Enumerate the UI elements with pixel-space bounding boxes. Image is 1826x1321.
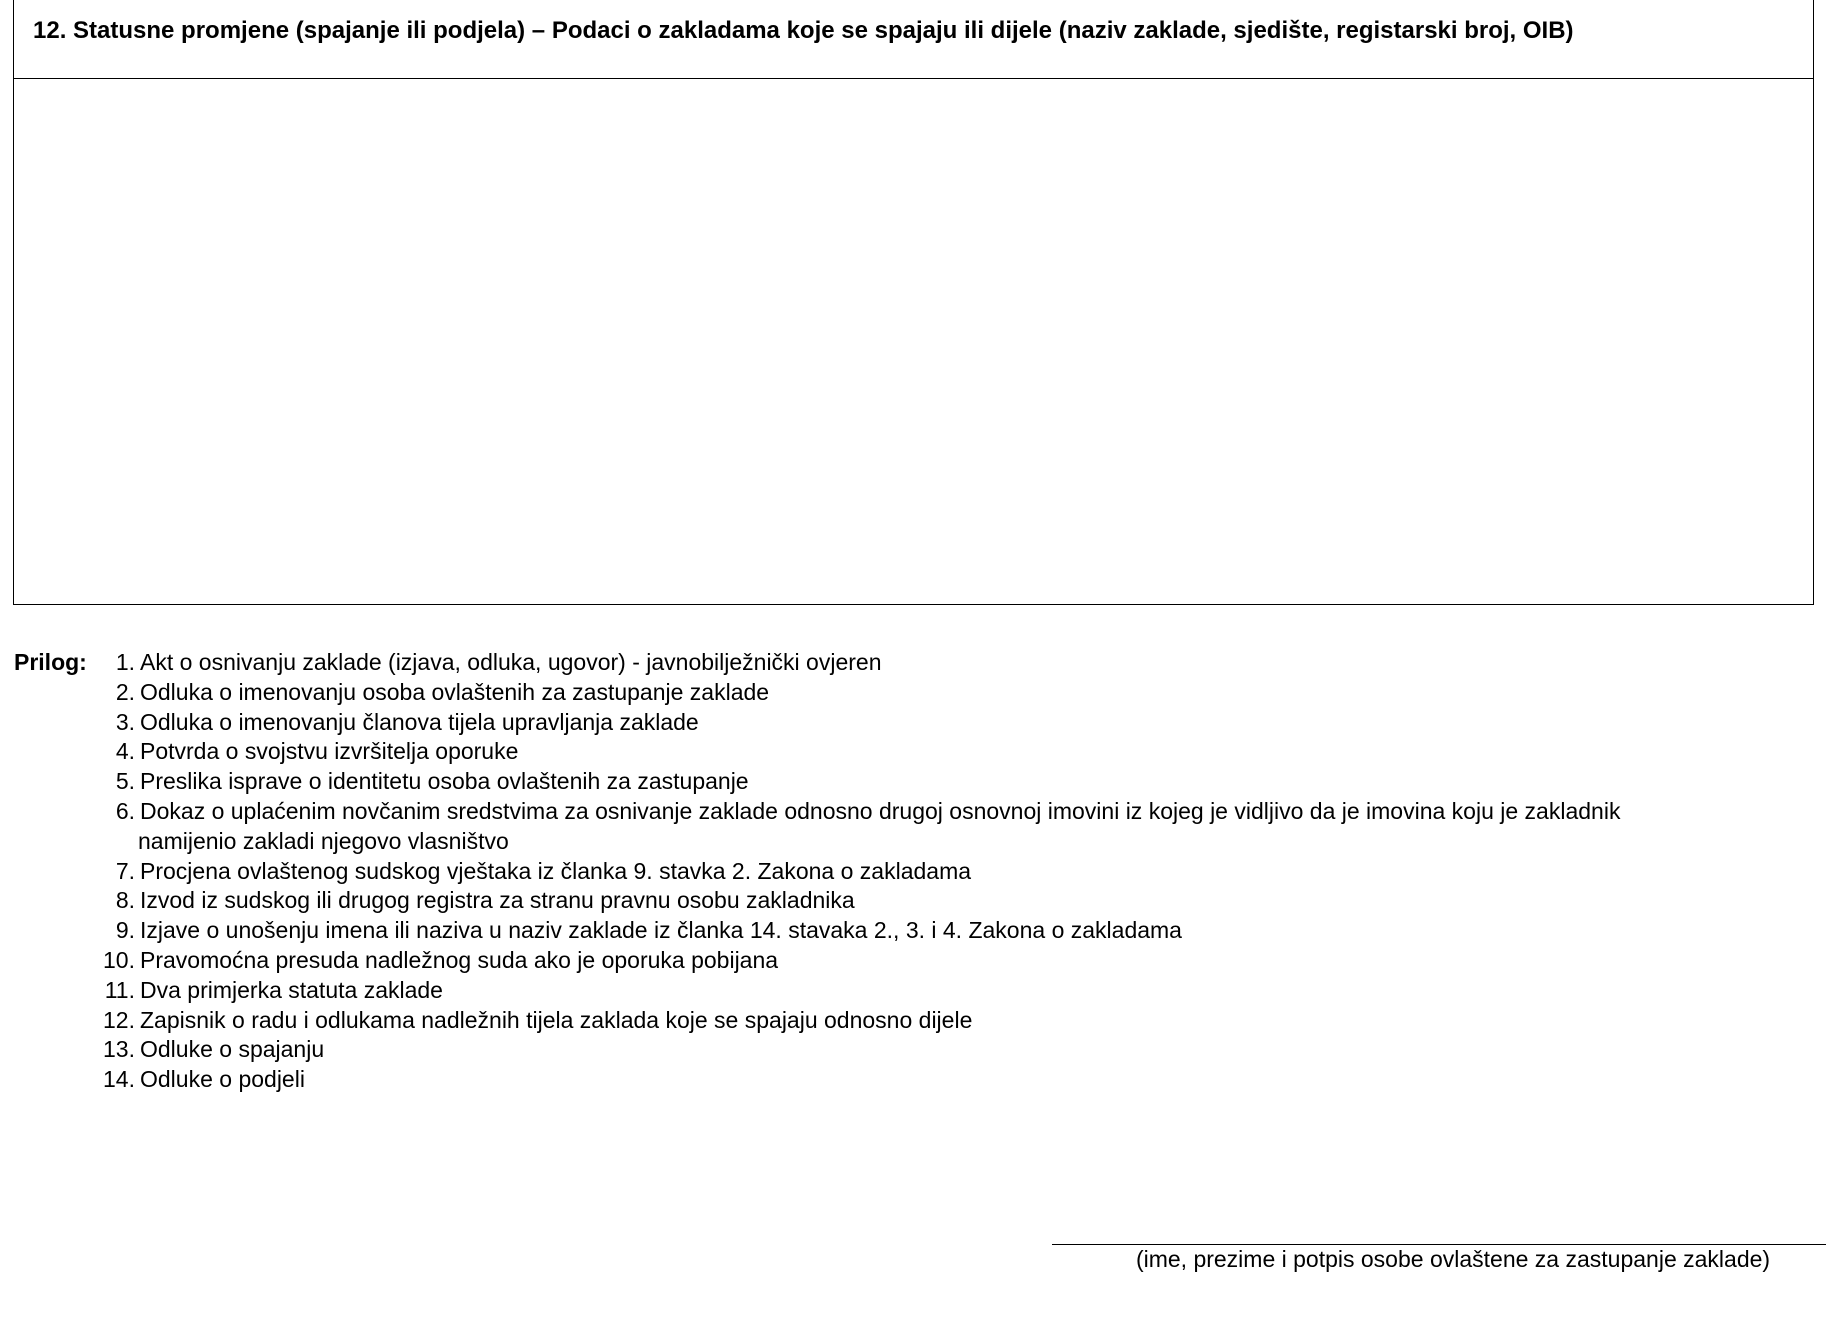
attachment-number: 7. [115, 857, 135, 884]
attachments-label: Prilog: [14, 649, 87, 675]
attachment-text: Izvod iz sudskog ili drugog registra za stranu pravnu osobu zakladnika [140, 887, 855, 914]
attachment-item [14, 916, 1620, 946]
attachments-list [14, 648, 1620, 1095]
attachment-number: 2. [115, 678, 135, 705]
attachment-text: Procjena ovlaštenog sudskog vještaka iz članka 9. stavka 2. Zakona o zakladama [140, 857, 972, 884]
attachment-item [14, 886, 1620, 916]
attachment-number: 5. [115, 768, 135, 795]
attachment-item [14, 648, 1620, 678]
attachment-text: Potvrda o svojstvu izvršitelja oporuke [140, 738, 519, 765]
attachment-item [14, 737, 1620, 767]
signature-caption: (ime, prezime i potpis osobe ovlaštene za zastupanje zaklade) [1135, 1246, 1771, 1272]
attachment-text: Preslika isprave o identitetu osoba ovlaštenih za zastupanje [140, 768, 749, 795]
attachment-text: Izjave o unošenju imena ili naziva u naziv zaklade iz članka 14. stavaka 2., 3. i 4. Zakona o zakladama [140, 917, 1182, 944]
attachment-number: 4. [115, 738, 135, 765]
attachment-number: 6. [115, 797, 135, 824]
attachment-item [14, 708, 1620, 738]
attachment-number: 11. [104, 976, 135, 1003]
status-changes-section [13, 0, 1814, 605]
attachment-number: 13. [103, 1036, 135, 1063]
attachment-item [14, 1006, 1620, 1036]
attachment-text: Dokaz o uplaćenim novčanim sredstvima za osnivanje zaklade odnosno drugoj osnovnoj imovini iz kojeg je vidljivo da je imovina koju je zakladnik [140, 797, 1621, 824]
attachment-text: Odluka o imenovanju osoba ovlaštenih za zastupanje zaklade [140, 678, 770, 705]
attachment-item [14, 767, 1620, 797]
attachment-number: 8. [115, 887, 135, 914]
section-title: 12. Statusne promjene (spajanje ili podjela) – Podaci o zakladama koje se spajaju ili dijele (naziv zaklade, sjedište, registarski broj, OIB) [14, 0, 1813, 79]
attachment-item [14, 857, 1620, 887]
signature-line [1052, 1244, 1826, 1245]
attachment-number: 9. [115, 917, 135, 944]
attachment-item [14, 1035, 1620, 1065]
attachment-number: 1. [115, 649, 135, 675]
attachment-number: 12. [103, 1006, 135, 1033]
attachment-item [14, 976, 1620, 1006]
attachment-text: Zapisnik o radu i odlukama nadležnih tijela zaklada koje se spajaju odnosno dijele [140, 1006, 973, 1033]
attachment-text: Akt o osnivanju zaklade (izjava, odluka, ugovor) - javnobilježnički ovjeren [140, 649, 882, 675]
attachment-text: Pravomoćna presuda nadležnog suda ako je oporuka pobijana [140, 946, 779, 973]
attachment-item [14, 1065, 1620, 1095]
attachment-text: Odluke o podjeli [140, 1066, 305, 1093]
attachment-text: Dva primjerka statuta zaklade [140, 976, 443, 1003]
attachment-text-continuation: namijenio zakladi njegovo vlasništvo [138, 827, 509, 854]
section-content-field[interactable] [14, 79, 1813, 604]
attachment-item [14, 678, 1620, 708]
attachment-item [14, 797, 1620, 827]
attachment-number: 10. [103, 946, 135, 973]
attachment-item [14, 946, 1620, 976]
attachment-text: Odluke o spajanju [140, 1036, 325, 1063]
attachment-number: 3. [115, 708, 135, 735]
attachment-text: Odluka o imenovanju članova tijela upravljanja zaklade [140, 708, 699, 735]
attachment-number: 14. [103, 1066, 135, 1093]
